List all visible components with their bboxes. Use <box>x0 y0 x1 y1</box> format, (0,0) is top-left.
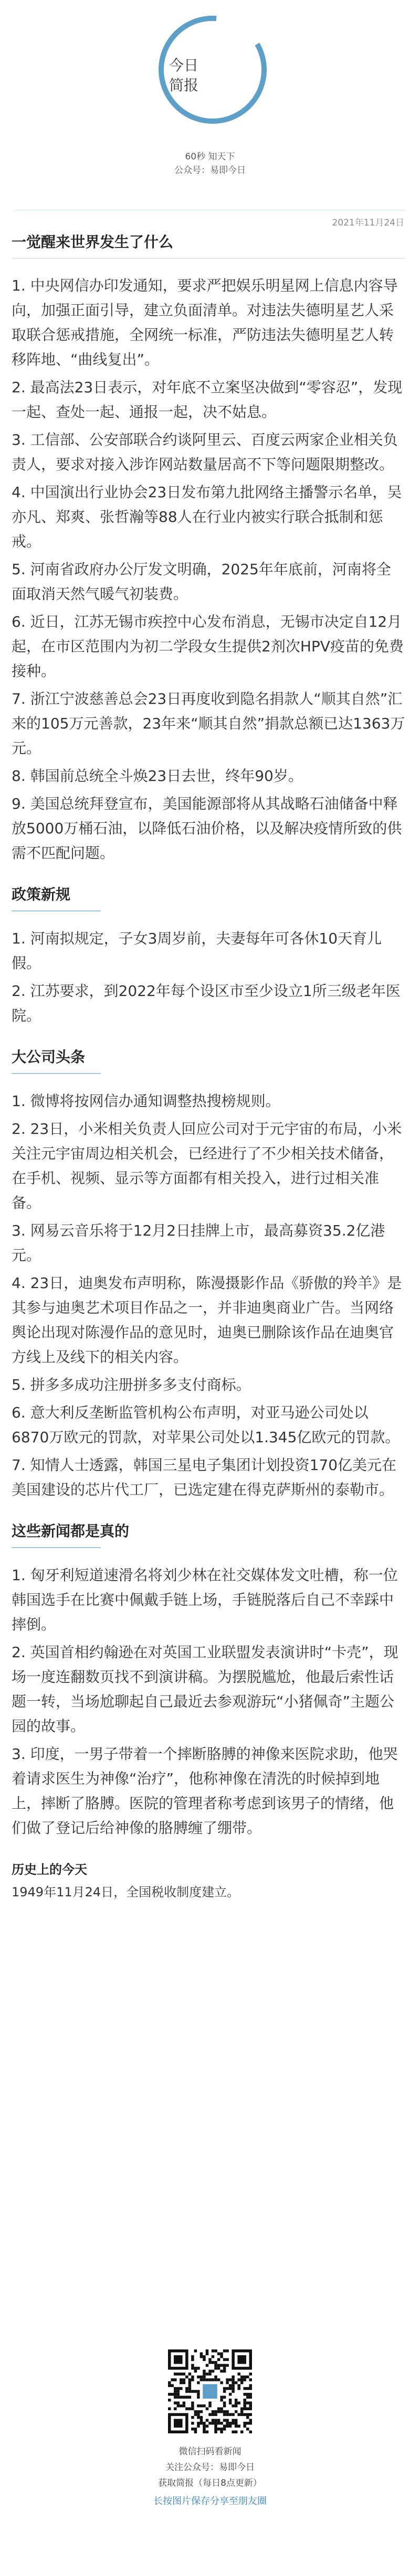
section-title: 大公司头条 <box>12 1048 86 1066</box>
news-item: 4. 23日，迪奥发布声明称，陈漫摄影作品《骄傲的羚羊》是其参与迪奥艺术项目作品之一，并非迪奥商业广告。当网络舆论出现对陈漫作品的意见时，迪奥已删除该作品在迪奥官方线上及线下的相关内容。 <box>12 1274 402 1366</box>
news-item: 2. 英国首相约翰逊在对英国工业联盟发表演讲时“卡壳”，现场一度连翻数页找不到演讲稿。为摆脱尴尬，他最后索性话题一转，当场尬聊起自己最近去参观游玩“小猪佩奇”主题公园的故事。 <box>12 1644 398 1735</box>
news-item: 7. 知情人士透露，韩国三星电子集团计划投资170亿美元在美国建设的芯片代工厂，已选定建在得克萨斯州的泰勒市。 <box>12 1456 397 1498</box>
section-divider <box>12 258 405 259</box>
news-item: 9. 美国总统拜登宣布，美国能源部将从其战略石油储备中释放5000万桶石油，以降低石油价格，以及解决疫情所致的供需不匹配问题。 <box>12 795 402 862</box>
section-title: 政策新规 <box>12 886 71 903</box>
logo-line-1: 今日 <box>169 57 199 74</box>
news-item: 2. 最高法23日表示，对年底不立案坚决做到“零容忍”，发现一起、查处一起、通报一起，决不姑息。 <box>12 379 403 421</box>
footer-share-link[interactable]: 长按图片保存分享至朋友圈 <box>153 2496 267 2507</box>
news-item: 1. 河南拟规定，子女3周岁前，夫妻每年可各休10天育儿假。 <box>12 930 382 972</box>
section-divider <box>12 1547 101 1548</box>
news-item: 6. 近日，江苏无锡市疾控中心发布消息，无锡市决定自12月起，在市区范围内为初二学段女生提供2剂次HPV疫苗的免费接种。 <box>12 613 404 680</box>
section-divider <box>12 1073 101 1074</box>
qr-code-icon[interactable] <box>168 2349 252 2433</box>
news-item: 4. 中国演出行业协会23日发布第九批网络主播警示名单，吴亦凡、郑爽、张哲瀚等88人在行业内被实行联合抵制和惩戒。 <box>12 484 402 550</box>
logo-line-2: 简报 <box>169 77 199 94</box>
brand-logo <box>158 15 268 125</box>
news-item: 1. 中央网信办印发通知，要求严把娱乐明星网上信息内容导向，加强正面引导，建立负面清单。对违法失德明星艺人采取联合惩戒措施，全网统一标准，严防违法失德明星艺人转移阵地、“曲线复出”。 <box>12 277 398 368</box>
news-item: 6. 意大利反垄断监管机构公布声明，对亚马逊公司处以6870万欧元的罚款，对苹果公司处以1.345亿欧元的罚款。 <box>12 1404 400 1446</box>
news-item: 3. 网易云音乐将于12月2日挂牌上市，最高募资35.2亿港元。 <box>12 1222 385 1264</box>
history-text: 1949年11月24日，全国税收制度建立。 <box>12 1885 240 1899</box>
news-item: 5. 河南省政府办公厅发文明确，2025年年底前，河南将全面取消天然气暖气初装费。 <box>12 561 391 603</box>
news-item: 8. 韩国前总统全斗焕23日去世，终年90岁。 <box>12 767 303 785</box>
news-item: 1. 微博将按网信办通知调整热搜榜规则。 <box>12 1092 280 1110</box>
news-item: 3. 工信部、公安部联合约谈阿里云、百度云两家企业相关负责人，要求对接入涉诈网站数量居高不下等问题限期整改。 <box>12 431 398 473</box>
news-item: 3. 印度，一男子带着一个摔断胳膊的神像来医院求助，他哭着请求医生为神像“治疗”，他称神像在清洗的时候掉到地上，摔断了胳膊。医院的管理者称考虑到该男子的情绪，他们做了登记后给神像的胳膊缠了绷带。 <box>12 1745 398 1837</box>
news-section <box>12 884 405 1047</box>
news-item: 2. 23日，小米相关负责人回应公司对于元宇宙的布局，小米关注元宇宙周边相关机会，已经进行了不少相关技术储备，在手机、视频、显示等方面都有相关投入，进行过相关准备。 <box>12 1120 402 1211</box>
news-item: 7. 浙江宁波慈善总会23日再度收到隐名捐款人“顺其自然”汇来的105万元善款，23年来“顺其自然”捐款总额已达1363万元。 <box>12 690 405 757</box>
news-content <box>12 232 405 1902</box>
news-section <box>12 232 405 884</box>
news-item: 1. 匈牙利短道速滑名将刘少林在社交媒体发文吐槽，称一位韩国选手在比赛中佩戴手链上场，手链脱落后自己不幸踩中摔倒。 <box>12 1566 398 1633</box>
news-section <box>12 1521 405 1859</box>
history-title: 历史上的今天 <box>12 1862 87 1877</box>
section-title: 一觉醒来世界发生了什么 <box>12 233 174 251</box>
news-section <box>12 1047 405 1521</box>
news-item: 5. 拼多多成功注册拼多多支付商标。 <box>12 1376 251 1393</box>
section-title: 这些新闻都是真的 <box>12 1522 130 1540</box>
logo-text <box>169 56 198 95</box>
publish-date: 2021年11月24日 <box>332 218 404 228</box>
footer-follow-text: 关注公众号：易即今日 <box>165 2462 255 2473</box>
account-name: 公众号：易即今日 <box>174 165 246 176</box>
news-item: 2. 江苏要求，到2022年每个设区市至少设立1所三级老年医院。 <box>12 982 401 1024</box>
slogan: 60秒 知天下 <box>185 152 235 162</box>
footer-update-text: 获取简报（每日8点更新） <box>158 2478 262 2488</box>
section-divider <box>12 910 101 911</box>
footer-scan-text: 微信扫码看新闻 <box>178 2446 242 2457</box>
